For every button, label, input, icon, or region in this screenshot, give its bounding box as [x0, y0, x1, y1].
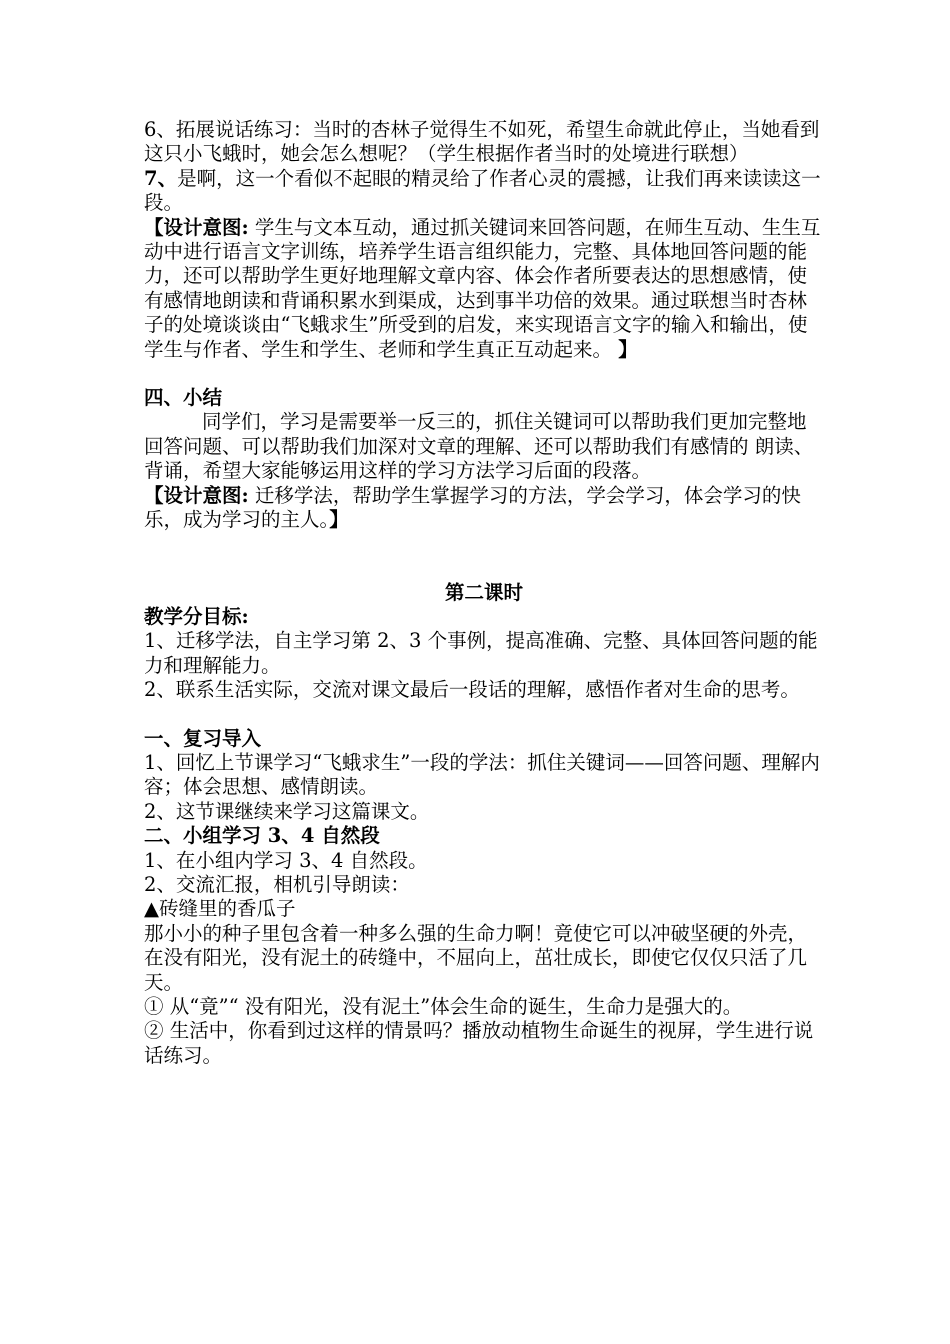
spacer	[144, 703, 824, 727]
goals-heading: 教学分目标:	[144, 604, 249, 628]
design-intent-2	[144, 484, 824, 533]
design-intent-text: 迁移学法，帮助学生掌握学习的方法，学会学习，体会学习的快乐，成为学习的主人。	[144, 483, 801, 532]
section-heading-review: 一、复习导入	[144, 726, 262, 750]
paragraph-item-7	[144, 167, 824, 216]
spacer	[144, 362, 824, 386]
item-7-number: 7、	[144, 166, 178, 190]
seed-paragraph: 那小小的种子里包含着一种多么强的生命力啊！竟使它可以冲破坚硬的外壳，在没有阳光，没有泥土的砖缝中，不屈向上，茁壮成长，即使它仅仅只活了几天。	[144, 921, 808, 994]
group-item-2: 2、交流汇报，相机引导朗读：	[144, 872, 410, 896]
item-7-text: 是啊，这一个看似不起眼的精灵给了作者心灵的震撼，让我们再来读读这一段。	[144, 166, 821, 215]
design-intent-label: 【设计意图:	[144, 483, 249, 507]
design-intent-close: 】	[618, 337, 638, 361]
design-intent-1	[144, 216, 824, 362]
circled-item-2: ② 生活中，你看到过这样的情景吗？播放动植物生命诞生的视屏，学生进行说话练习。	[144, 1019, 814, 1067]
group-item-1: 1、在小组内学习 3、4 自然段。	[144, 848, 428, 872]
section-heading-summary: 四、小结	[144, 386, 223, 410]
document-page	[144, 118, 824, 1068]
goal-2: 2、联系生活实际，交流对课文最后一段话的理解，感悟作者对生命的思考。	[144, 678, 800, 702]
design-intent-text: 学生与文本互动，通过抓关键词来回答问题，在师生互动、生生互动中进行语言文字训练，培养学生语言组织能力，完整、具体地回答问题的能力，还可以帮助学生更好地理解文章内容、体会作者所要表达的思想感情，使有感情地朗读和背诵积累水到渠成，达到事半功倍的效果。通过联想当时杏林子的处境谈谈由“飞蛾求生”所受到的启发，来实现语言文字的输入和输出，使学生与作者、学生和学生、老师和学生真正互动起来。	[144, 215, 821, 361]
lesson-title: 第二课时	[444, 580, 523, 604]
paragraph-item-6: 6、拓展说话练习：当时的杏林子觉得生不如死，希望生命就此停止，当她看到这只小飞蛾时，她会怎么想呢？（学生根据作者当时的处境进行联想）	[144, 118, 820, 166]
review-item-1: 1、回忆上节课学习“飞蛾求生”一段的学法：抓住关键词——回答问题、理解内容；体会思想、感情朗读。	[144, 750, 820, 799]
spacer	[144, 533, 824, 581]
design-intent-label: 【设计意图:	[144, 215, 249, 239]
circled-item-1: ① 从“竟”“ 没有阳光，没有泥土”体会生命的诞生，生命力是强大的。	[144, 995, 743, 1018]
goal-1: 1、迁移学法，自主学习第 2、3 个事例，提高准确、完整、具体回答问题的能力和理解能力。	[144, 629, 818, 677]
design-intent-close: 】	[329, 508, 349, 532]
subtopic-seed: ▲砖缝里的香瓜子	[144, 897, 296, 921]
review-item-2: 2、这节课继续来学习这篇课文。	[144, 799, 430, 823]
summary-paragraph: 同学们，学习是需要举一反三的，抓住关键词可以帮助我们更加完整地回答问题、可以帮助我们加深对文章的理解、还可以帮助我们有感情的 朗读、背诵，希望大家能够运用这样的学习方法学习后面的段落。	[144, 410, 814, 483]
section-heading-group-study: 二、小组学习 3、4 自然段	[144, 824, 380, 848]
